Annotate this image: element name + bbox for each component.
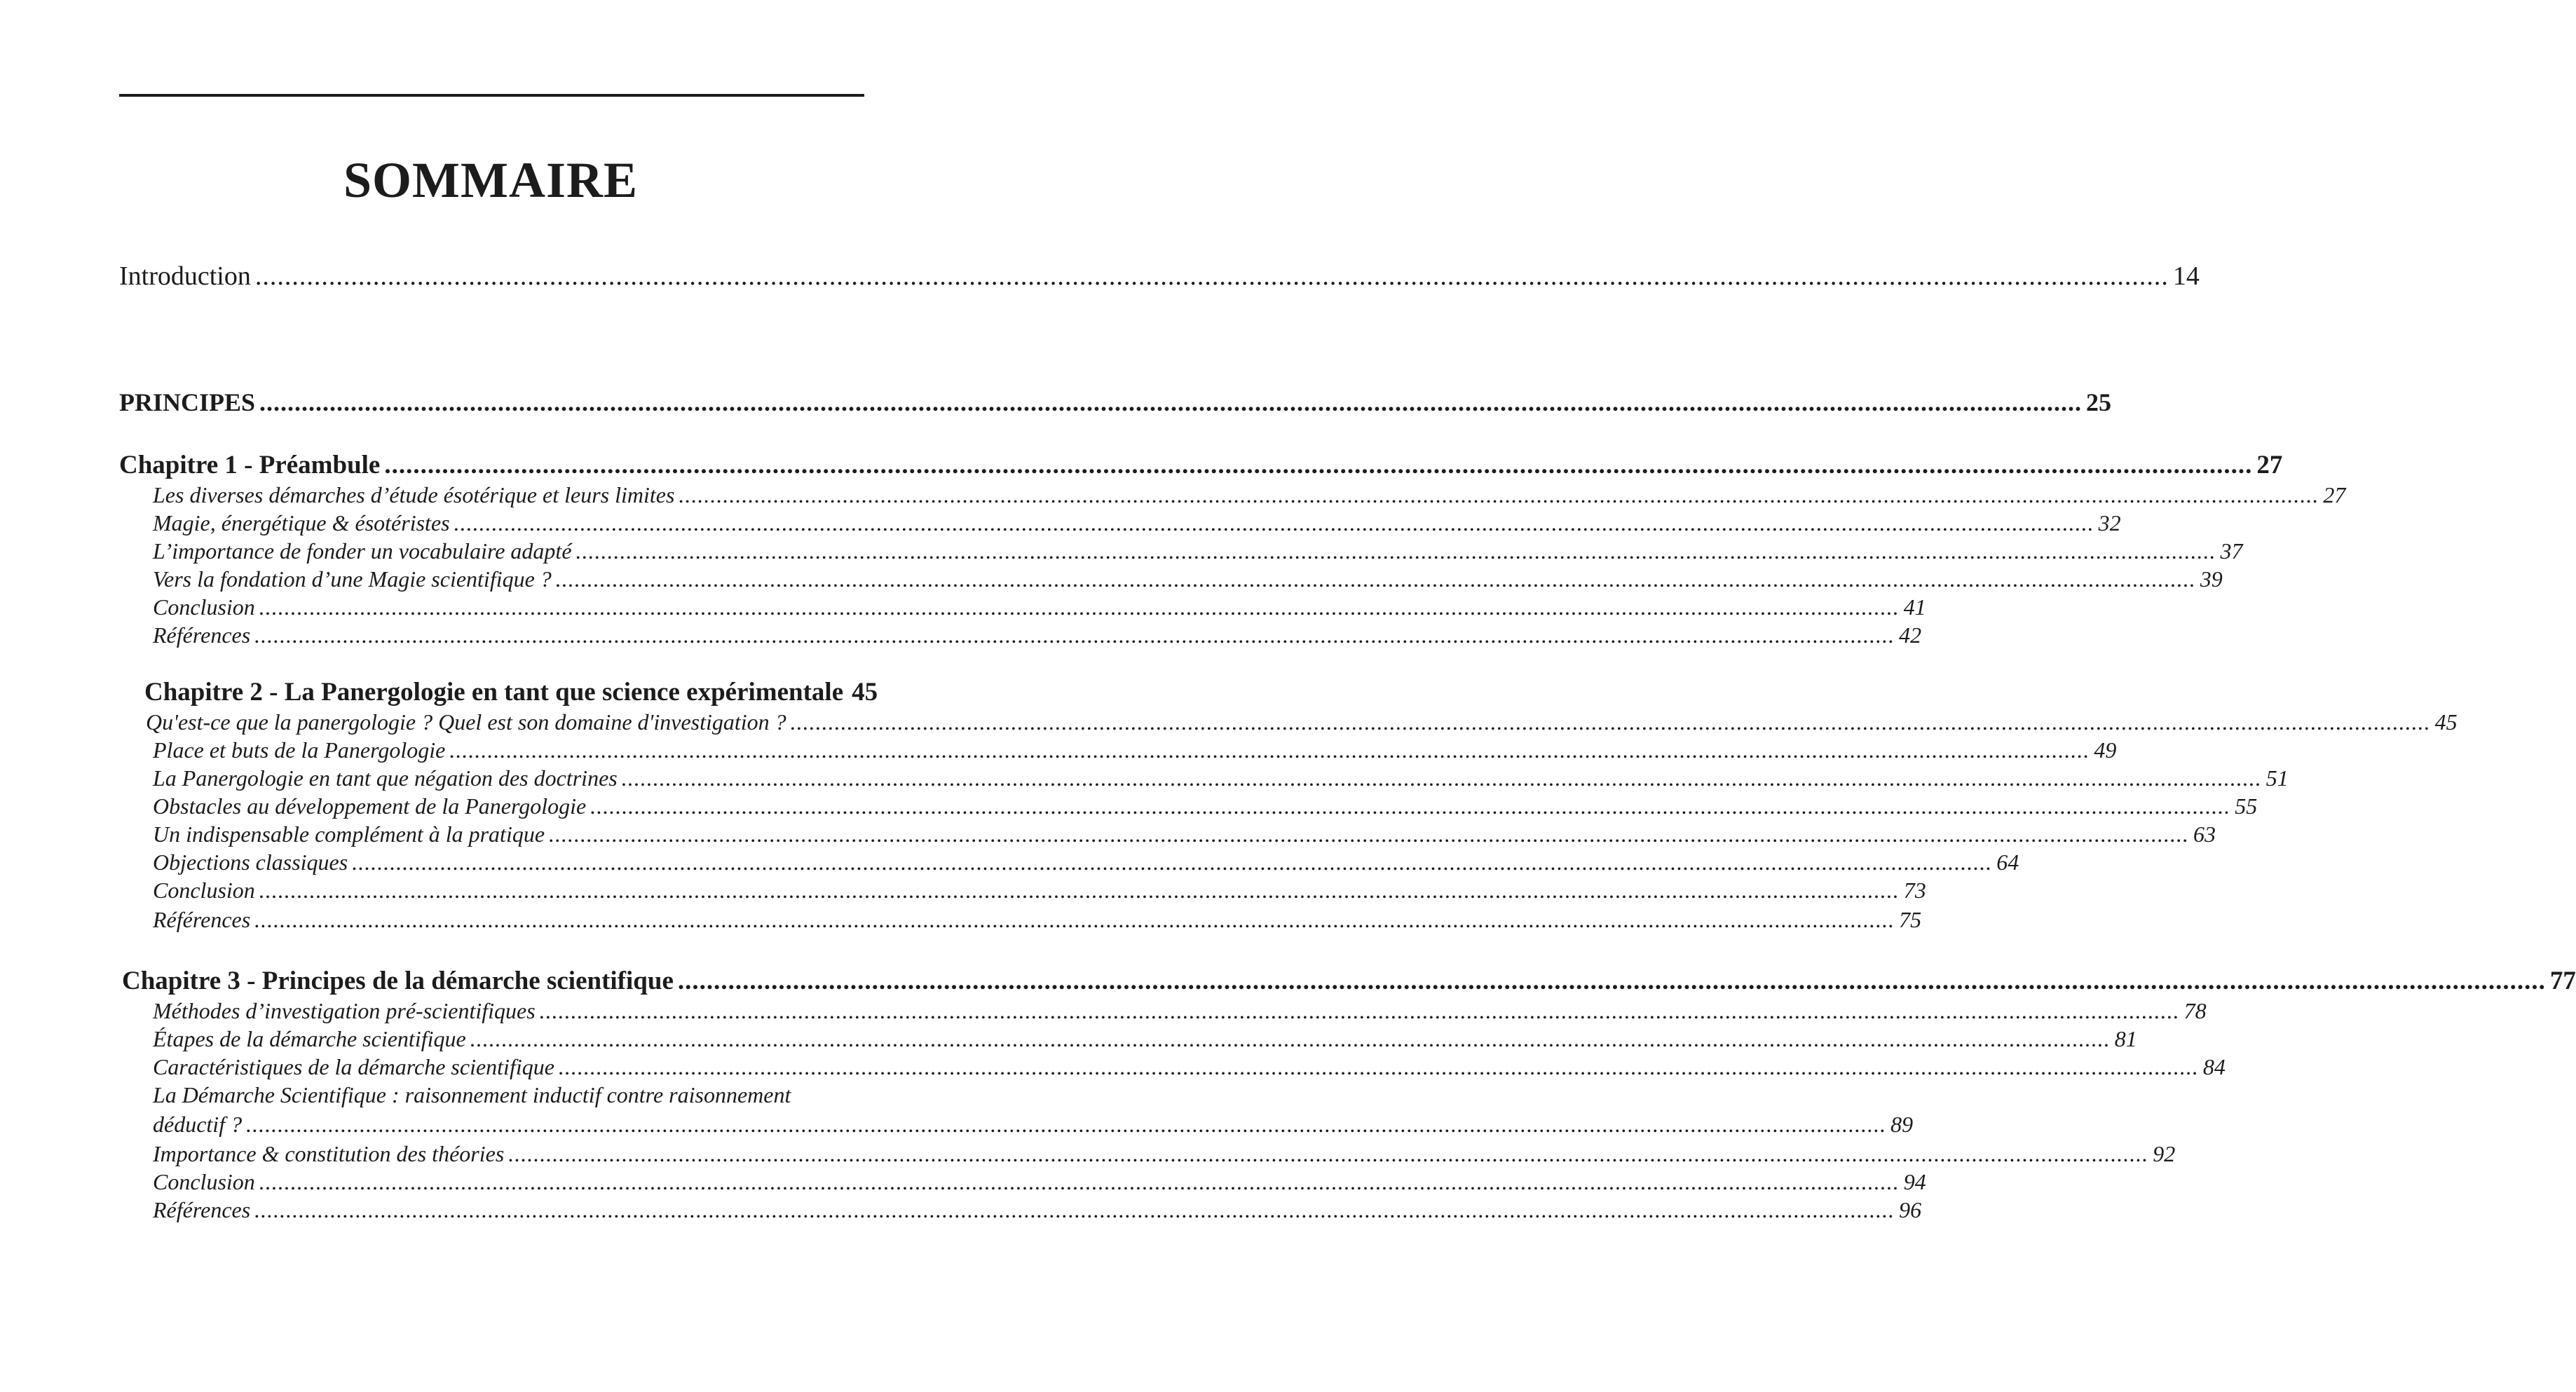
toc-section-page: 25: [2086, 388, 2112, 416]
dot-leader: [254, 906, 1895, 934]
dot-leader: [259, 1168, 1900, 1196]
dot-leader: [679, 481, 2319, 509]
dot-leader: [259, 876, 1900, 904]
toc-subentry-label: Conclusion: [153, 1169, 255, 1194]
toc-chapter-label: Chapitre 2 - La Panergologie en tant que science expérimentale: [144, 678, 844, 707]
toc-subentry-label: Caractéristiques de la démarche scientifique: [153, 1054, 554, 1079]
toc-subentry[interactable]: [153, 820, 2216, 848]
toc-subentry[interactable]: [153, 876, 1926, 904]
dot-leader: [255, 261, 2169, 292]
toc-subentry-page: 55: [2235, 793, 2258, 819]
dot-leader: [559, 1053, 2199, 1081]
toc-entry-introduction[interactable]: [119, 261, 2200, 292]
toc-subentry-page: 27: [2323, 482, 2346, 507]
dot-leader: [470, 1025, 2111, 1053]
toc-chapter-page: 77: [2549, 967, 2576, 995]
toc-subentry[interactable]: [153, 1168, 1926, 1196]
toc-chapter-label: Chapitre 1 - Préambule: [119, 451, 381, 479]
toc-chapter-page: 27: [2256, 451, 2283, 479]
dot-leader: [791, 708, 2431, 736]
dot-leader: [540, 997, 2180, 1025]
toc-section-principes[interactable]: [119, 387, 2112, 418]
toc-chapter-1[interactable]: [119, 450, 2283, 481]
toc-subentry-page: 45: [2434, 709, 2458, 735]
toc-subentry-label-wrapped[interactable]: La Démarche Scientifique : raisonnement inductif contre raisonnement: [153, 1082, 791, 1107]
toc-subentry-label: Magie, énergétique & ésotéristes: [153, 510, 450, 535]
dot-leader: [449, 736, 2090, 764]
dot-leader: [384, 450, 2252, 481]
toc-subentry-label: Références: [153, 622, 251, 648]
toc-subentry-label: Importance & constitution des théories: [153, 1141, 505, 1166]
page-title: SOMMAIRE: [343, 152, 638, 208]
toc-subentry-page: 39: [2200, 566, 2223, 592]
dot-leader: [454, 509, 2094, 537]
toc-subentry[interactable]: [153, 1110, 1914, 1138]
toc-subentry-label: Références: [153, 907, 251, 932]
toc-subentry-label: Méthodes d’investigation pré-scientifiques: [153, 998, 536, 1023]
toc-subentry[interactable]: [153, 509, 2121, 537]
toc-subentry-label: Un indispensable complément à la pratique: [153, 821, 545, 847]
dot-leader: [254, 1196, 1895, 1224]
dot-leader: [556, 565, 2196, 593]
toc-subentry-page: 37: [2220, 538, 2243, 564]
dot-leader: [508, 1140, 2148, 1168]
toc-subentry[interactable]: [153, 997, 2207, 1025]
dot-leader: [678, 966, 2546, 997]
toc-subentry[interactable]: [153, 848, 2019, 876]
toc-subentry[interactable]: [146, 708, 2458, 736]
toc-chapter-page: 45: [852, 678, 878, 707]
toc-subentry-page: 32: [2098, 510, 2121, 535]
toc-subentry[interactable]: [153, 481, 2346, 509]
dot-leader: [590, 792, 2230, 820]
dot-leader: [259, 593, 1900, 621]
dot-leader: [576, 537, 2216, 565]
toc-subentry-page: 49: [2094, 737, 2117, 763]
toc-subentry-page: 73: [1903, 878, 1926, 903]
toc-subentry-page: 42: [1899, 622, 1922, 648]
dot-leader: [622, 764, 2262, 792]
toc-subentry-label: La Panergologie en tant que négation des doctrines: [153, 765, 618, 791]
toc-subentry[interactable]: [153, 537, 2243, 565]
toc-subentry-label: Les diverses démarches d’étude ésotérique et leurs limites: [153, 482, 675, 507]
toc-subentry-page: 64: [1996, 849, 2019, 875]
toc-subentry-page: 51: [2265, 765, 2289, 791]
toc-subentry-label: Place et buts de la Panergologie: [153, 737, 446, 763]
toc-subentry-label: déductif ?: [153, 1112, 243, 1137]
toc-subentry-label: Qu'est-ce que la panergologie ? Quel est son domaine d'investigation ?: [146, 709, 786, 735]
toc-subentry-page: 78: [2183, 998, 2207, 1023]
dot-leader: [352, 848, 1992, 876]
toc-subentry-page: 94: [1903, 1169, 1926, 1194]
toc-subentry[interactable]: [153, 1025, 2137, 1053]
toc-subentry-page: 63: [2193, 821, 2216, 847]
toc-subentry-page: 84: [2202, 1054, 2226, 1079]
toc-subentry-label: L’importance de fonder un vocabulaire adapté: [153, 538, 572, 564]
toc-subentry[interactable]: [153, 1196, 1922, 1224]
toc-subentry-label: Objections classiques: [153, 849, 348, 875]
toc-subentry[interactable]: [153, 593, 1926, 621]
toc-chapter-3[interactable]: [122, 966, 2576, 997]
toc-entry-page: 14: [2172, 261, 2200, 291]
toc-section-label: PRINCIPES: [119, 388, 256, 416]
dot-leader: [254, 621, 1895, 649]
toc-subentry-label: Références: [153, 1197, 251, 1222]
toc-subentry[interactable]: [153, 792, 2258, 820]
toc-subentry-page: 92: [2153, 1141, 2176, 1166]
toc-subentry[interactable]: [153, 736, 2117, 764]
toc-subentry[interactable]: [153, 565, 2223, 593]
toc-subentry-page: 96: [1899, 1197, 1922, 1222]
toc-entry-label: Introduction: [119, 261, 251, 291]
toc-subentry-label: Obstacles au développement de la Panergologie: [153, 793, 587, 819]
toc-subentry-label: Vers la fondation d’une Magie scientifique ?: [153, 566, 552, 592]
dot-leader: [259, 387, 2082, 418]
toc-subentry[interactable]: [153, 1140, 2176, 1168]
toc-subentry-page: 41: [1903, 594, 1926, 620]
toc-subentry-page: 75: [1899, 907, 1922, 932]
toc-subentry[interactable]: [153, 1053, 2226, 1081]
toc-subentry-label: Conclusion: [153, 594, 255, 620]
toc-subentry-page: 89: [1890, 1112, 1914, 1137]
top-rule: [119, 94, 864, 97]
dot-leader: [246, 1110, 1886, 1138]
toc-subentry-label: Conclusion: [153, 878, 255, 903]
toc-subentry[interactable]: [153, 906, 1922, 934]
toc-chapter-2[interactable]: [144, 677, 878, 708]
toc-subentry[interactable]: [153, 621, 1922, 649]
toc-subentry-page: 81: [2114, 1026, 2137, 1051]
toc-subentry[interactable]: [153, 764, 2289, 792]
toc-chapter-label: Chapitre 3 - Principes de la démarche scientifique: [122, 967, 674, 995]
toc-subentry-label: Étapes de la démarche scientifique: [153, 1026, 466, 1051]
dot-leader: [549, 820, 2189, 848]
